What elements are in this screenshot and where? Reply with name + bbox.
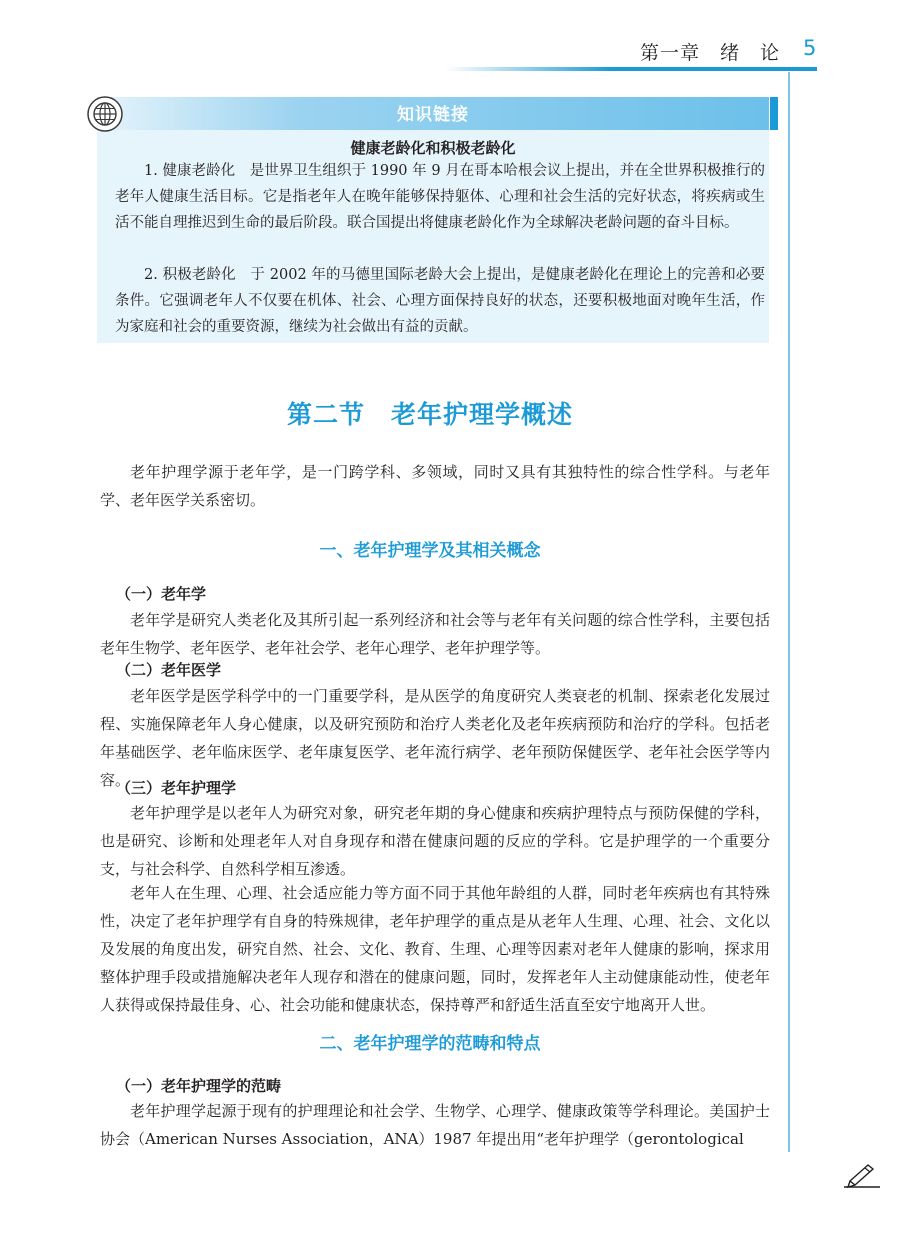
section-intro: 老年护理学源于老年学，是一门跨学科、多领域，同时又具有其独特性的综合性学科。与老年学、老年医学关系密切。 xyxy=(100,463,770,509)
part2-title: 二、老年护理学的范畴和特点 xyxy=(319,1034,541,1054)
page-number: 5 xyxy=(803,36,817,60)
pencil-icon xyxy=(842,1162,882,1188)
part1-title: 一、老年护理学及其相关概念 xyxy=(319,541,541,561)
chapter-header: 第一章 绪 论 xyxy=(640,42,781,64)
subhead-geriatric-nursing: （三）老年护理学 xyxy=(116,779,237,797)
subhead-nursing-scope: （一）老年护理学的范畴 xyxy=(116,1077,282,1095)
header-rule xyxy=(445,67,817,71)
knowledge-box-heading: 健康老龄化和积极老龄化 xyxy=(350,139,516,157)
paragraph-geriatric-nursing-2: 老年人在生理、心理、社会适应能力等方面不同于其他年龄组的人群，同时老年疾病也有其特殊性，决定了老年护理学有自身的特殊规律，老年护理学的重点是从老年人生理、心理、社会、文化以及发展的角度出发，研究自然、社会、文化、教育、生理、心理等因素对老年人健康的影响，探求用整体护理手段或措施解决老年人现存和潜在的健康问题，同时，发挥老年人主动健康能动性，使老年人获得或保持最佳身、心、社会功能和健康状态，保持尊严和舒适生活直至安宁地离开人世。 xyxy=(100,884,770,1014)
section-title: 第二节 老年护理学概述 xyxy=(286,400,573,429)
side-rule xyxy=(788,72,790,1152)
paragraph-nursing-scope: 老年护理学起源于现有的护理理论和社会学、生物学、心理学、健康政策等学科理论。美国护士协会（American Nurses Association，ANA）1987 年提出用“老年护理学（gerontological xyxy=(100,1102,770,1148)
paragraph-geriatrics: 老年医学是医学科学中的一门重要学科，是从医学的角度研究人类衰老的机制、探索老化发展过程、实施保障老年人身心健康，以及研究预防和治疗人类老化及老年疾病预防和治疗的学科。包括老年基础医学、老年临床医学、老年康复医学、老年流行病学、老年预防保健医学、老年社会医学等内容。 xyxy=(100,687,770,789)
paragraph-geriatric-nursing-1: 老年护理学是以老年人为研究对象，研究老年期的身心健康和疾病护理特点与预防保健的学科，也是研究、诊断和处理老年人对自身现存和潜在健康问题的反应的学科。它是护理学的一个重要分支，与社会科学、自然科学相互渗透。 xyxy=(100,804,770,878)
knowledge-paragraph-1: 1. 健康老龄化 是世界卫生组织于 1990 年 9 月在哥本哈根会议上提出，并在全世界积极推行的老年人健康生活目标。它是指老年人在晚年能够保持躯体、心理和社会生活的完好状态，将疾病或生活不能自理推迟到生命的最后阶段。联合国提出将健康老龄化作为全球解决老龄问题的奋斗目标。 xyxy=(115,163,765,231)
knowledge-paragraph-2: 2. 积极老龄化 于 2002 年的马德里国际老龄大会上提出，是健康老龄化在理论上的完善和必要条件。它强调老年人不仅要在机体、社会、心理方面保持良好的状态，还要积极地面对晚年生活，作为家庭和社会的重要资源，继续为社会做出有益的贡献。 xyxy=(115,267,765,335)
subhead-gerontology: （一）老年学 xyxy=(116,585,207,603)
subhead-geriatrics: （二）老年医学 xyxy=(116,661,222,679)
paragraph-gerontology: 老年学是研究人类老化及其所引起一系列经济和社会等与老年有关问题的综合性学科，主要包括老年生物学、老年医学、老年社会学、老年心理学、老年护理学等。 xyxy=(100,611,770,657)
knowledge-box-bar-accent xyxy=(770,97,778,130)
knowledge-box-title: 知识链接 xyxy=(397,105,469,125)
